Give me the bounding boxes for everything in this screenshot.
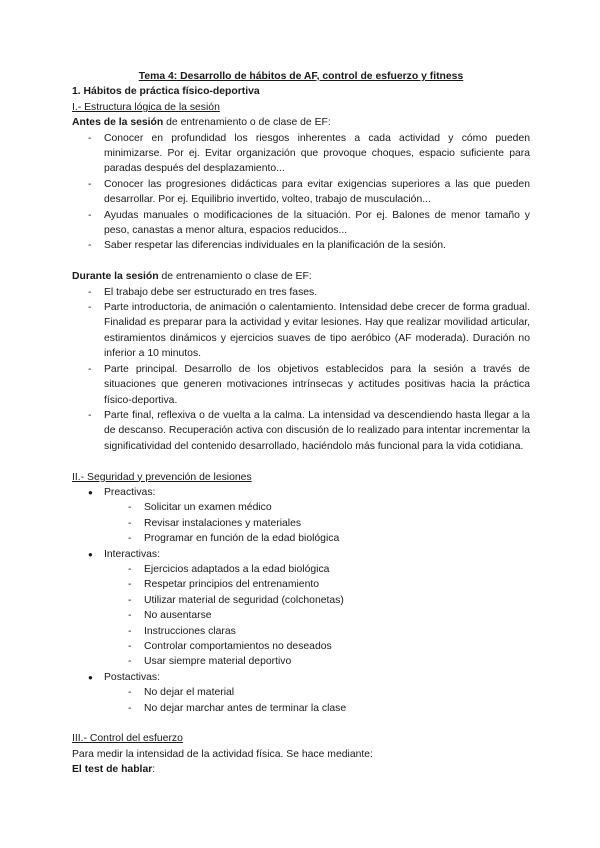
list-item: - Ejercicios adaptados a la edad biológica (144, 562, 530, 577)
group-items (104, 685, 530, 716)
test-label: El test de hablar (72, 764, 153, 776)
list-item: - No dejar marchar antes de terminar la clase (144, 701, 530, 716)
durante-list (72, 285, 530, 454)
group-preactivas (104, 485, 530, 547)
list-item: - Saber respetar las diferencias individuales en la planificación de la sesión. (104, 238, 530, 253)
list-item: - Usar siempre material deportivo (144, 654, 530, 669)
durante-text: de entrenamiento o clase de EF: (158, 271, 312, 283)
subheading-estructura: I.- Estructura lógica de la sesión (72, 101, 220, 113)
antes-label: Antes de la sesión (72, 117, 164, 129)
spacer (72, 254, 530, 269)
group-label: ● Preactivas: (104, 486, 156, 498)
durante-label: Durante la sesión (72, 271, 159, 283)
list-item: - No dejar el material (144, 685, 530, 700)
section-heading-habitos: 1. Hábitos de práctica físico-deportiva (72, 86, 260, 98)
list-item: - Ayudas manuales o modificaciones de la situación. Por ej. Balones de menor tamaño y peso, canastas a menor altura, espacios reducidos... (104, 208, 530, 239)
list-item: - Revisar instalaciones y materiales (144, 516, 530, 531)
prevention-groups (72, 485, 530, 716)
list-item: - Parte introductoria, de animación o calentamiento. Intensidad debe crecer de forma gradual. Finalidad es preparar para la actividad y evitar lesiones. Hay que realizar movilidad articular, estiramientos dinámicos y ejercicios suaves de tipo aeróbico (AF moderada). Duración no inferior a 10 minutos. (104, 300, 530, 362)
durante-intro (72, 269, 530, 284)
list-item: - Utilizar material de seguridad (colchonetas) (144, 593, 530, 608)
group-items (104, 500, 530, 546)
test-line (72, 762, 530, 777)
list-item: - Instrucciones claras (144, 624, 530, 639)
subheading-seguridad: II.- Seguridad y prevención de lesiones (72, 471, 252, 483)
test-colon: : (152, 764, 156, 776)
list-item: - Conocer en profundidad los riesgos inherentes a cada actividad y cómo pueden minimizarse. Por ej. Evitar organización que provoque choques, espacio suficiente para paradas después del desplazamiento... (104, 131, 530, 177)
control-text: Para medir la intensidad de la actividad física. Se hace mediante: (72, 748, 373, 760)
list-item: - Programar en función de la edad biológica (144, 531, 530, 546)
list-item: - Conocer las progresiones didácticas para evitar exigencias superiores a las que pueden desarrollar. Por ej. Equilibrio invertido, volteo, trabajo de musculación... (104, 177, 530, 208)
group-label: ● Postactivas: (104, 671, 161, 683)
spacer (72, 716, 530, 731)
subheading-control: III.- Control del esfuerzo (72, 733, 183, 745)
antes-list (72, 131, 530, 254)
group-postactivas (104, 670, 530, 716)
document-content (72, 69, 530, 778)
list-item: - Controlar comportamientos no deseados (144, 639, 530, 654)
list-item: - El trabajo debe ser estructurado en tres fases. (104, 285, 530, 300)
antes-intro (72, 115, 530, 130)
group-label: ● Interactivas: (104, 548, 161, 560)
document-title: Tema 4: Desarrollo de hábitos de AF, control de esfuerzo y fitness (138, 71, 464, 82)
group-interactivas (104, 547, 530, 670)
list-item: - Respetar principios del entrenamiento (144, 577, 530, 592)
group-items (104, 562, 530, 670)
list-item: - No ausentarse (144, 608, 530, 623)
antes-text: de entrenamiento o de clase de EF: (163, 117, 331, 129)
list-item: - Parte final, reflexiva o de vuelta a la calma. La intensidad va descendiendo hasta llegar a la de descanso. Recuperación activa con discusión de lo realizado para intentar incrementar la significatividad del contenido desarrollado, haciéndolo más funcional para la vida cotidiana. (104, 408, 530, 454)
list-item: - Parte principal. Desarrollo de los objetivos establecidos para la sesión a través de situaciones que generen motivaciones intrínsecas y actitudes positivas hacia la práctica físico-deportiva. (104, 362, 530, 408)
spacer (72, 454, 530, 469)
list-item: - Solicitar un examen médico (144, 500, 530, 515)
